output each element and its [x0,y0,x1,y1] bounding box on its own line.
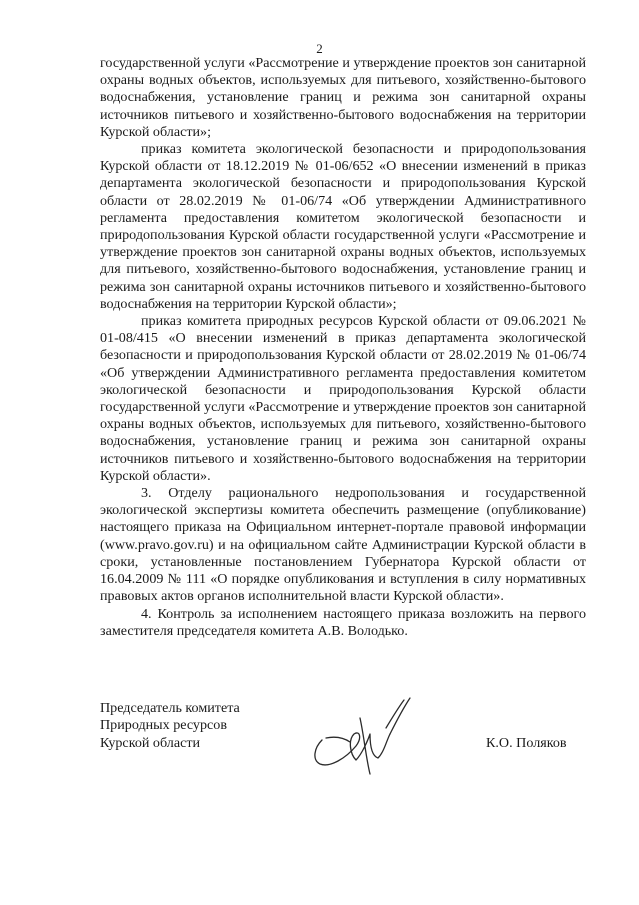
handwritten-signature [300,688,420,778]
signer-name: К.О. Поляков [486,735,567,751]
document-body [100,55,586,640]
paragraph-order-2021: приказ комитета природных ресурсов Курской области от 09.06.2021 № 01-08/415 «О внесении изменений в приказ департамента экологической безопасности и природопользования Курской области от 28.02.2019 № 01-06/74 «Об утверждении Административного регламента предоставления комитетом экологической безопасности и природопользования Курской области государственной услуги «Рассмотрение и утверждение проектов зон санитарной охраны водных объектов, используемых для питьевого, хозяйственно-бытового водоснабжения, установление границ и режима зон санитарной охраны источников питьевого и хозяйственно-бытового водоснабжения на территории Курской области». [100,313,586,484]
paragraph-order-2019: приказ комитета экологической безопасности и природопользования Курской области от 18.12.2019 № 01-06/652 «О внесении изменений в приказ департамента экологической безопасности и природопользования Курской области от 28.02.2019 № 01-06/74 «Об утверждении Административного регламента предоставления комитетом экологической безопасности и природопользования Курской области государственной услуги «Рассмотрение и утверждение проектов зон санитарной охраны водных объектов, используемых для питьевого, хозяйственно-бытового водоснабжения, установление границ и режима зон санитарной охраны источников питьевого и хозяйственно-бытового водоснабжения на территории Курской области»; [100,141,586,312]
paragraph-continuation: государственной услуги «Рассмотрение и утверждение проектов зон санитарной охраны водных объектов, используемых для питьевого, хозяйственно-бытового водоснабжения, установление границ и режима зон санитарной охраны источников питьевого и хозяйственно-бытового водоснабжения на территории Курской области»; [100,55,586,140]
signatory-position [100,700,240,752]
page-number: 2 [316,41,323,56]
signatory-position-line: Председатель комитета [100,700,240,716]
paragraph-item-4: 4. Контроль за исполнением настоящего приказа возложить на первого заместителя председателя комитета А.В. Володько. [100,605,586,639]
paragraph-item-3: 3. Отделу рационального недропользования и государственной экологической экспертизы комитета обеспечить размещение (опубликование) настоящего приказа на Официальном интернет-портале правовой информации (www.pravo.gov.ru) и на официальном сайте Администрации Курской области в сроки, установленные постановлением Губернатора Курской области от 16.04.2009 № 111 «О порядке опубликования и вступления в силу нормативных правовых актов органов исполнительной власти Курской области». [100,485,586,605]
signatory-position-line: Природных ресурсов [100,717,227,734]
signatory-position-line: Курской области [100,734,201,751]
